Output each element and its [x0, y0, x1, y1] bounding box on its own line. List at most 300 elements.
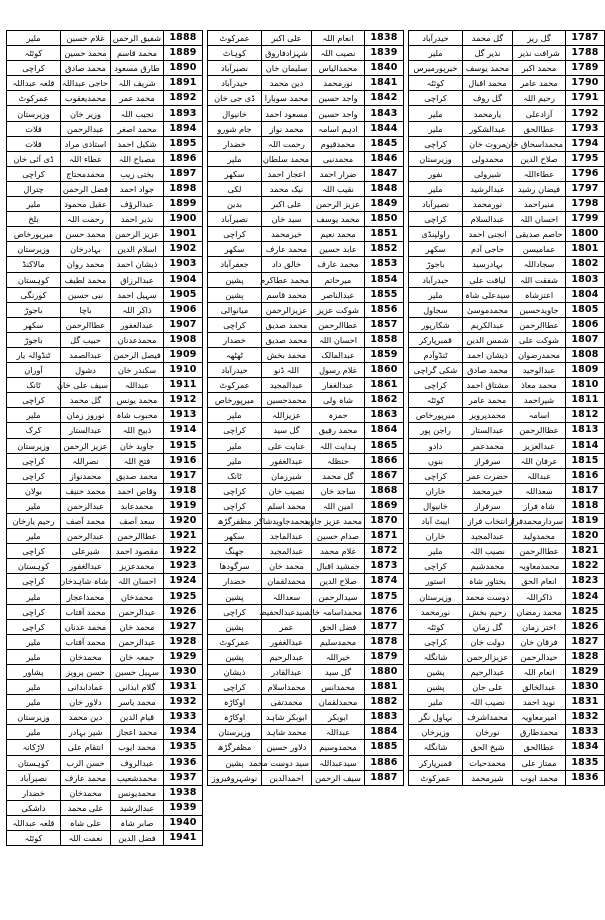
city-cell: میانوالی — [208, 302, 262, 317]
name-cell: ذبیح اللہ — [111, 423, 164, 438]
city-cell: مظفرگڑھ — [208, 514, 262, 529]
serial-number-cell: 1790 — [566, 76, 605, 91]
father-name-cell: محمدعمر — [463, 438, 513, 453]
city-cell: نصیرآباد — [208, 61, 262, 76]
city-cell: استور — [409, 574, 463, 589]
name-cell: نصیب اللہ — [312, 46, 365, 61]
serial-number-cell: 1792 — [566, 106, 605, 121]
name-cell: امین اللہ — [312, 498, 365, 513]
serial-number-cell: 1852 — [365, 242, 404, 257]
serial-number-cell: 1823 — [566, 574, 605, 589]
city-cell: نصیرآباد — [208, 212, 262, 227]
serial-number-cell: 1922 — [164, 544, 203, 559]
father-name-cell: عبدالشکور — [463, 121, 513, 136]
city-cell: وزیرستان — [7, 710, 61, 725]
name-cell: عطاالرحمن — [513, 423, 566, 438]
father-name-cell: محمد قاسم — [262, 287, 312, 302]
table-row — [409, 61, 605, 76]
table-row — [208, 725, 404, 740]
serial-number-cell: 1904 — [164, 272, 203, 287]
table-row — [7, 680, 203, 695]
father-name-cell: علی محمد — [61, 800, 111, 815]
father-name-cell: محمد روان — [61, 257, 111, 272]
city-cell: اوکاڑہ — [208, 710, 262, 725]
name-cell: محمدیونس — [111, 785, 164, 800]
table-row — [208, 604, 404, 619]
table-row — [208, 136, 404, 151]
table-row — [7, 393, 203, 408]
city-cell: وزیرستان — [7, 438, 61, 453]
table-row — [7, 800, 203, 815]
serial-number-cell: 1862 — [365, 393, 404, 408]
father-name-cell: سعداللہ — [262, 589, 312, 604]
city-cell: کراچی — [208, 498, 262, 513]
register-table — [6, 30, 203, 846]
name-cell: اسامہ — [513, 408, 566, 423]
name-cell: محمدرضوان — [513, 347, 566, 362]
city-cell: قمبرپارکر — [409, 755, 463, 770]
name-cell: محمد ایوب — [513, 770, 566, 785]
serial-number-cell: 1874 — [365, 574, 404, 589]
serial-number-cell: 1876 — [365, 604, 404, 619]
father-name-cell: گل سید — [262, 423, 312, 438]
city-cell: سکھر — [7, 317, 61, 332]
table-row — [7, 725, 203, 740]
father-name-cell: استاذی مراد — [61, 136, 111, 151]
table-row — [409, 755, 605, 770]
father-name-cell: محمد شاہد — [262, 725, 312, 740]
city-cell: شکارپور — [409, 317, 463, 332]
serial-number-cell: 1890 — [164, 61, 203, 76]
serial-number-cell: 1877 — [365, 619, 404, 634]
table-row — [208, 151, 404, 166]
table-row — [409, 46, 605, 61]
city-cell: سجاول — [409, 302, 463, 317]
table-row — [409, 408, 605, 423]
name-cell: ممتاز علی — [513, 755, 566, 770]
table-row — [409, 559, 605, 574]
city-cell: پشین — [208, 287, 262, 302]
city-cell: کوئٹہ — [7, 830, 61, 845]
serial-number-cell: 1893 — [164, 106, 203, 121]
city-cell: ڈی آئی خان — [7, 151, 61, 166]
serial-number-cell: 1927 — [164, 619, 203, 634]
father-name-cell: مروت خان — [463, 136, 513, 151]
table-row — [409, 317, 605, 332]
table-row — [7, 317, 203, 332]
table-row — [7, 106, 203, 121]
name-cell: نوید احمد — [513, 695, 566, 710]
table-row — [7, 212, 203, 227]
name-cell: محمد خان — [111, 619, 164, 634]
name-cell: فتح اللہ — [111, 453, 164, 468]
name-cell: عبدالناصر — [312, 287, 365, 302]
serial-number-cell: 1866 — [365, 453, 404, 468]
father-name-cell: شمس الدین — [463, 332, 513, 347]
table-row — [409, 438, 605, 453]
name-cell: قیام الدین — [111, 710, 164, 725]
city-cell: کراچی — [208, 680, 262, 695]
name-cell: محمدقیوم — [312, 136, 365, 151]
name-cell: عابد حسین — [312, 242, 365, 257]
father-name-cell: عقیل محمود — [61, 197, 111, 212]
city-cell: ڈی جی خان — [208, 91, 262, 106]
name-cell: سہیل حسین — [111, 664, 164, 679]
name-cell: صابر شاہ — [111, 815, 164, 830]
name-cell: محمد اکبر — [513, 61, 566, 76]
serial-number-cell: 1880 — [365, 664, 404, 679]
table-row — [409, 589, 605, 604]
father-name-cell: وزیر خان — [61, 106, 111, 121]
name-cell: عزیز الرحمن — [111, 227, 164, 242]
father-name-cell: بختاور شاہ — [463, 574, 513, 589]
table-row — [7, 755, 203, 770]
name-cell: عرفان اللہ — [513, 453, 566, 468]
name-cell: ہدایت اللہ — [312, 438, 365, 453]
name-cell: محمد عمر — [111, 91, 164, 106]
city-cell: باجوڑ — [409, 257, 463, 272]
name-cell: جمعہ خان — [111, 649, 164, 664]
father-name-cell: عزیزاللہ — [262, 408, 312, 423]
serial-number-cell: 1883 — [365, 710, 404, 725]
table-row — [7, 514, 203, 529]
table-row — [409, 181, 605, 196]
city-cell: کوئٹہ — [409, 76, 463, 91]
father-name-cell: حاجی آدم — [463, 242, 513, 257]
city-cell: ذیشان — [208, 664, 262, 679]
table-row — [208, 529, 404, 544]
father-name-cell: محمد صادق — [61, 61, 111, 76]
name-cell: سردارمحمدفراز — [513, 514, 566, 529]
city-cell: شانگلہ — [409, 740, 463, 755]
table-row — [409, 272, 605, 287]
table-row — [208, 227, 404, 242]
table-row — [409, 725, 605, 740]
table-row — [7, 544, 203, 559]
serial-number-cell: 1914 — [164, 423, 203, 438]
father-name-cell: گل روف — [463, 91, 513, 106]
table-row — [409, 106, 605, 121]
table-row — [7, 468, 203, 483]
name-cell: ذاکراللہ — [513, 589, 566, 604]
table-row — [409, 604, 605, 619]
father-name-cell: عمر — [262, 619, 312, 634]
serial-number-cell: 1804 — [566, 287, 605, 302]
father-name-cell: عبدالرحمن — [61, 529, 111, 544]
table-row — [7, 136, 203, 151]
city-cell: نصیرآباد — [409, 197, 463, 212]
serial-number-cell: 1875 — [365, 589, 404, 604]
father-name-cell: محمداشرف — [463, 710, 513, 725]
serial-number-cell: 1931 — [164, 680, 203, 695]
serial-number-cell: 1807 — [566, 332, 605, 347]
name-cell: منیراحمد — [513, 197, 566, 212]
city-cell: ملیر — [409, 181, 463, 196]
table-row — [409, 498, 605, 513]
city-cell: کراچی — [7, 468, 61, 483]
table-row — [208, 664, 404, 679]
name-cell: محمدولید — [513, 529, 566, 544]
serial-number-cell: 1865 — [365, 438, 404, 453]
father-name-cell: نوروز زمان — [61, 408, 111, 423]
table-row — [208, 649, 404, 664]
name-cell: مقصود احمد — [111, 544, 164, 559]
table-row — [7, 423, 203, 438]
father-name-cell: محمد عامر — [463, 393, 513, 408]
serial-number-cell: 1822 — [566, 559, 605, 574]
father-name-cell: دین محمد — [61, 710, 111, 725]
serial-number-cell: 1850 — [365, 212, 404, 227]
serial-number-cell: 1913 — [164, 408, 203, 423]
serial-number-cell: 1797 — [566, 181, 605, 196]
serial-number-cell: 1847 — [365, 166, 404, 181]
city-cell: کراچی — [409, 212, 463, 227]
city-cell: پشین — [409, 664, 463, 679]
father-name-cell: شیرعلی — [61, 544, 111, 559]
father-name-cell: علی اکبر — [262, 31, 312, 46]
table-row — [208, 770, 404, 785]
father-name-cell: عبدالقادر — [262, 664, 312, 679]
father-name-cell: عبدالرحمن — [61, 498, 111, 513]
father-name-cell: غلام حسین — [61, 31, 111, 46]
serial-number-cell: 1833 — [566, 725, 605, 740]
name-cell: فرقان خان — [513, 634, 566, 649]
name-cell: محمدسلیم — [312, 634, 365, 649]
name-cell: فیضان رشید — [513, 181, 566, 196]
name-cell: محمدمعاویہ — [513, 559, 566, 574]
serial-number-cell: 1926 — [164, 604, 203, 619]
name-cell: ادہم اسامہ — [312, 121, 365, 136]
city-cell: عمرکوٹ — [7, 91, 61, 106]
serial-number-cell: 1818 — [566, 498, 605, 513]
father-name-cell: محمدشیم — [463, 559, 513, 574]
serial-number-cell: 1872 — [365, 544, 404, 559]
table-row — [208, 378, 404, 393]
serial-number-cell: 1887 — [365, 770, 404, 785]
table-row — [409, 378, 605, 393]
city-cell: کراچی — [208, 483, 262, 498]
father-name-cell: شیرمحمد — [463, 770, 513, 785]
table-row — [7, 770, 203, 785]
table-row — [208, 197, 404, 212]
serial-number-cell: 1808 — [566, 347, 605, 362]
table-row — [208, 695, 404, 710]
name-cell: عبدالمالک — [312, 347, 365, 362]
father-name-cell: انتخاب فراز — [463, 514, 513, 529]
serial-number-cell: 1868 — [365, 483, 404, 498]
table-row — [409, 212, 605, 227]
city-cell: راولپنڈی — [409, 227, 463, 242]
table-row — [7, 166, 203, 181]
register-block-3 — [6, 30, 203, 846]
table-row — [7, 61, 203, 76]
table-row — [409, 242, 605, 257]
father-name-cell: محمد صدیق — [262, 317, 312, 332]
serial-number-cell: 1925 — [164, 589, 203, 604]
father-name-cell: علی شاہ — [61, 815, 111, 830]
father-name-cell: یارمحمد — [463, 106, 513, 121]
city-cell: سکھر — [208, 166, 262, 181]
serial-number-cell: 1895 — [164, 136, 203, 151]
city-cell: کراچی — [208, 604, 262, 619]
city-cell: نصیرآباد — [7, 770, 61, 785]
serial-number-cell: 1906 — [164, 302, 203, 317]
name-cell: سیدالرحمن — [312, 589, 365, 604]
name-cell: شاہ فراز — [513, 498, 566, 513]
name-cell: مصباح اللہ — [111, 151, 164, 166]
father-name-cell: اللہ ڈنو — [262, 363, 312, 378]
name-cell: ضرار احمد — [312, 166, 365, 181]
table-row — [7, 740, 203, 755]
serial-number-cell: 1934 — [164, 725, 203, 740]
name-cell: سیف الرحمن — [312, 770, 365, 785]
table-row — [208, 181, 404, 196]
father-name-cell: عبدالمجید — [262, 544, 312, 559]
father-name-cell: عبدالرشید — [463, 181, 513, 196]
serial-number-cell: 1829 — [566, 664, 605, 679]
name-cell: ساجد خان — [312, 483, 365, 498]
city-cell: کراچی — [7, 619, 61, 634]
serial-number-cell: 1870 — [365, 514, 404, 529]
table-row — [7, 121, 203, 136]
serial-number-cell: 1861 — [365, 378, 404, 393]
serial-number-cell: 1896 — [164, 151, 203, 166]
father-name-cell: خیرمحمد — [463, 483, 513, 498]
serial-number-cell: 1939 — [164, 800, 203, 815]
table-row — [7, 453, 203, 468]
serial-number-cell: 1825 — [566, 604, 605, 619]
table-row — [409, 136, 605, 151]
name-cell: حمزہ — [312, 408, 365, 423]
father-name-cell: محمد اسلم — [262, 498, 312, 513]
city-cell: کوہستان — [7, 272, 61, 287]
father-name-cell: محمدپرویز — [463, 408, 513, 423]
table-row — [7, 438, 203, 453]
father-name-cell: خیرمحمد — [262, 227, 312, 242]
father-name-cell: محمدموسیٰ — [463, 302, 513, 317]
table-row — [409, 483, 605, 498]
name-cell: جاوید خان — [111, 438, 164, 453]
name-cell: جواد احمد — [111, 181, 164, 196]
serial-number-cell: 1886 — [365, 755, 404, 770]
city-cell: حیدرآباد — [409, 31, 463, 46]
table-row — [208, 76, 404, 91]
name-cell: عبدالعزیز — [513, 438, 566, 453]
name-cell: محمد معاذ — [513, 378, 566, 393]
table-row — [7, 830, 203, 845]
table-row — [208, 61, 404, 76]
city-cell: جام شورو — [208, 121, 262, 136]
name-cell: شوکت علی — [513, 332, 566, 347]
father-name-cell: نعمت اللہ — [61, 830, 111, 845]
name-cell: حنظلہ — [312, 453, 365, 468]
table-row — [409, 91, 605, 106]
table-row — [409, 619, 605, 634]
father-name-cell: محمد آصف — [61, 514, 111, 529]
serial-number-cell: 1900 — [164, 212, 203, 227]
serial-number-cell: 1815 — [566, 453, 605, 468]
father-name-cell: محمد عطاکرم — [262, 272, 312, 287]
serial-number-cell: 1849 — [365, 197, 404, 212]
table-row — [7, 664, 203, 679]
city-cell: قمبرپارکر — [409, 332, 463, 347]
serial-number-cell: 1844 — [365, 121, 404, 136]
father-name-cell: محمداعجاز — [61, 589, 111, 604]
city-cell: عمرکوٹ — [409, 770, 463, 785]
city-cell: ملیر — [208, 408, 262, 423]
father-name-cell: محمد سوبارا — [262, 91, 312, 106]
serial-number-cell: 1817 — [566, 483, 605, 498]
serial-number-cell: 1828 — [566, 649, 605, 664]
father-name-cell: رحیم بخش — [463, 604, 513, 619]
city-cell: قلات — [7, 136, 61, 151]
city-cell: کوئٹہ — [7, 46, 61, 61]
father-name-cell: دین محمد — [262, 76, 312, 91]
serial-number-cell: 1884 — [365, 725, 404, 740]
city-cell: وزیرستان — [208, 725, 262, 740]
table-row — [409, 423, 605, 438]
name-cell: غلام محمد — [312, 544, 365, 559]
name-cell: ذیشان احمد — [111, 257, 164, 272]
table-row — [7, 619, 203, 634]
table-row — [208, 242, 404, 257]
table-row — [7, 91, 203, 106]
table-row — [7, 408, 203, 423]
city-cell: جعفرآباد — [208, 257, 262, 272]
city-cell: بنوں — [409, 453, 463, 468]
name-cell: احسان اللہ — [111, 574, 164, 589]
father-name-cell: علی اکبر — [262, 197, 312, 212]
serial-number-cell: 1787 — [566, 31, 605, 46]
city-cell: میرپورخاص — [208, 393, 262, 408]
city-cell: دادو — [409, 438, 463, 453]
table-row — [208, 91, 404, 106]
serial-number-cell: 1909 — [164, 347, 203, 362]
register-block-2 — [207, 30, 404, 846]
father-name-cell: حسن پرویز — [61, 664, 111, 679]
father-name-cell: محمد سلطان — [262, 151, 312, 166]
father-name-cell: محمد یوسف — [463, 61, 513, 76]
name-cell: شفقت اللہ — [513, 272, 566, 287]
father-name-cell: عزیزالرحمن — [262, 302, 312, 317]
father-name-cell: محمدمحتاج — [61, 166, 111, 181]
serial-number-cell: 1848 — [365, 181, 404, 196]
table-row — [409, 514, 605, 529]
city-cell: باجوڑ — [7, 302, 61, 317]
serial-number-cell: 1910 — [164, 363, 203, 378]
name-cell: عبدالرحمن — [111, 634, 164, 649]
table-row — [7, 287, 203, 302]
serial-number-cell: 1791 — [566, 91, 605, 106]
table-row — [208, 423, 404, 438]
name-cell: سیدعبداللہ — [312, 755, 365, 770]
father-name-cell: لیاقت علی — [463, 272, 513, 287]
name-cell: سہیل احمد — [111, 287, 164, 302]
table-row — [409, 227, 605, 242]
serial-number-cell: 1924 — [164, 574, 203, 589]
city-cell: باجوڑ — [7, 332, 61, 347]
serial-number-cell: 1832 — [566, 710, 605, 725]
serial-number-cell: 1834 — [566, 740, 605, 755]
serial-number-cell: 1930 — [164, 664, 203, 679]
serial-number-cell: 1794 — [566, 136, 605, 151]
city-cell: ملیر — [7, 634, 61, 649]
city-cell: کرک — [7, 423, 61, 438]
serial-number-cell: 1851 — [365, 227, 404, 242]
name-cell: نورمحمد — [312, 76, 365, 91]
father-name-cell: نیک محمد — [262, 181, 312, 196]
name-cell: عبداللہ — [111, 378, 164, 393]
